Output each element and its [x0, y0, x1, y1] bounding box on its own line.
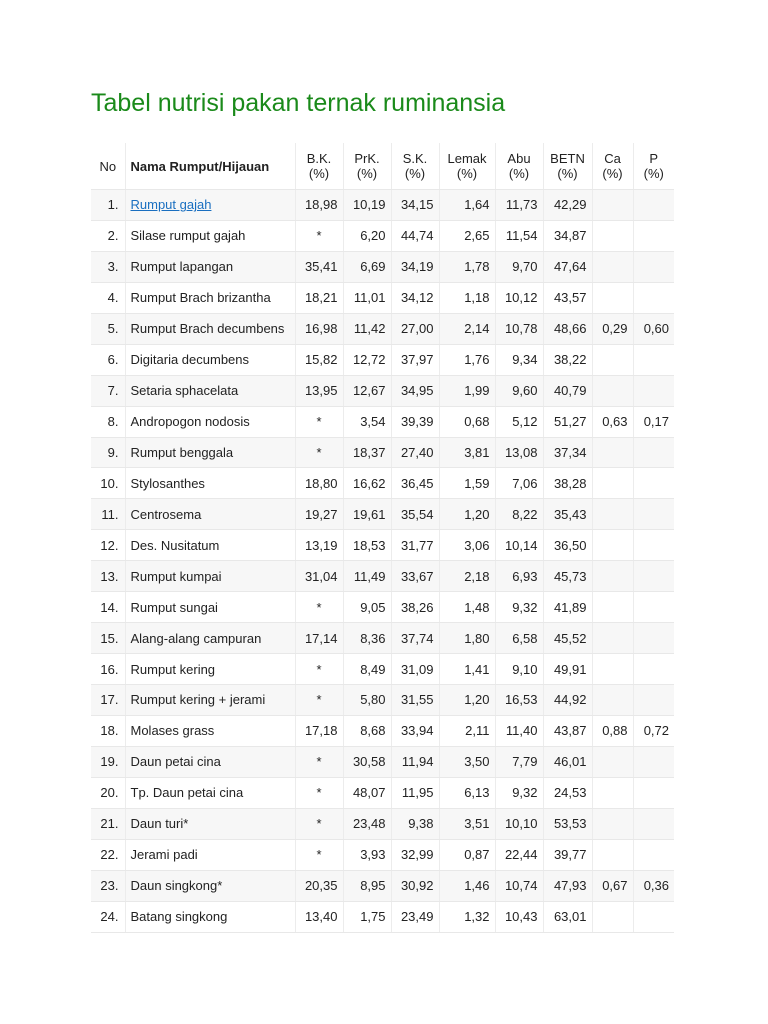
col-header-no [91, 143, 125, 190]
value-cell-sk: 31,55 [391, 685, 439, 716]
value-cell-betn: 47,64 [543, 251, 592, 282]
value-cell-bk: * [295, 685, 343, 716]
value-cell-prk: 8,95 [343, 870, 391, 901]
header-label: Lemak [447, 151, 487, 166]
table-row [91, 344, 674, 375]
value-cell-lemak: 3,51 [439, 808, 495, 839]
value-cell-sk: 27,40 [391, 437, 439, 468]
table-row [91, 839, 674, 870]
value-cell-prk: 9,05 [343, 592, 391, 623]
feed-name-link[interactable]: Rumput gajah [130, 197, 212, 213]
value-cell-prk: 11,49 [343, 561, 391, 592]
value-cell-p [633, 561, 674, 592]
feed-name-cell: Rumput kering + jerami [125, 685, 295, 716]
value-cell-prk: 12,67 [343, 375, 391, 406]
col-header-sk [391, 143, 439, 190]
value-cell-betn: 45,73 [543, 561, 592, 592]
value-cell-bk: 19,27 [295, 499, 343, 530]
value-cell-bk: * [295, 777, 343, 808]
row-number: 4. [91, 282, 125, 313]
value-cell-sk: 44,74 [391, 220, 439, 251]
value-cell-bk: 13,95 [295, 375, 343, 406]
value-cell-abu: 10,78 [495, 313, 543, 344]
table-row [91, 251, 674, 282]
nutrition-table [91, 143, 674, 933]
value-cell-p: 0,72 [633, 715, 674, 746]
value-cell-ca [592, 437, 633, 468]
header-label: No [99, 158, 117, 174]
value-cell-lemak: 1,46 [439, 870, 495, 901]
feed-name-cell: Stylosanthes [125, 468, 295, 499]
row-number: 7. [91, 375, 125, 406]
value-cell-lemak: 1,99 [439, 375, 495, 406]
feed-name-cell: Molases grass [125, 715, 295, 746]
value-cell-prk: 11,01 [343, 282, 391, 313]
row-number: 21. [91, 808, 125, 839]
value-cell-betn: 43,87 [543, 715, 592, 746]
value-cell-p [633, 375, 674, 406]
value-cell-p [633, 777, 674, 808]
value-cell-p [633, 901, 674, 932]
value-cell-lemak: 2,11 [439, 715, 495, 746]
row-number: 5. [91, 313, 125, 344]
value-cell-prk: 16,62 [343, 468, 391, 499]
value-cell-ca [592, 839, 633, 870]
value-cell-sk: 33,67 [391, 561, 439, 592]
row-number: 2. [91, 220, 125, 251]
value-cell-abu: 16,53 [495, 685, 543, 716]
value-cell-prk: 6,69 [343, 251, 391, 282]
value-cell-lemak: 3,81 [439, 437, 495, 468]
feed-name-cell: Centrosema [125, 499, 295, 530]
row-number: 9. [91, 437, 125, 468]
value-cell-lemak: 0,68 [439, 406, 495, 437]
value-cell-sk: 34,15 [391, 190, 439, 221]
value-cell-p [633, 251, 674, 282]
col-header-lemak [439, 143, 495, 190]
row-number: 17. [91, 685, 125, 716]
col-header-name [125, 143, 295, 190]
value-cell-lemak: 1,59 [439, 468, 495, 499]
value-cell-betn: 39,77 [543, 839, 592, 870]
header-unit: (%) [602, 166, 623, 181]
row-number: 18. [91, 715, 125, 746]
row-number: 16. [91, 654, 125, 685]
col-header-p [633, 143, 674, 190]
value-cell-sk: 31,09 [391, 654, 439, 685]
value-cell-bk: 13,19 [295, 530, 343, 561]
value-cell-ca [592, 685, 633, 716]
value-cell-prk: 18,37 [343, 437, 391, 468]
value-cell-ca [592, 344, 633, 375]
col-header-abu [495, 143, 543, 190]
value-cell-betn: 35,43 [543, 499, 592, 530]
header-label: S.K. [402, 151, 428, 166]
value-cell-bk: 18,98 [295, 190, 343, 221]
value-cell-prk: 3,93 [343, 839, 391, 870]
value-cell-sk: 11,95 [391, 777, 439, 808]
value-cell-sk: 32,99 [391, 839, 439, 870]
value-cell-bk: 35,41 [295, 251, 343, 282]
value-cell-ca: 0,29 [592, 313, 633, 344]
value-cell-lemak: 1,41 [439, 654, 495, 685]
value-cell-ca [592, 220, 633, 251]
feed-name-cell: Daun singkong* [125, 870, 295, 901]
value-cell-bk: * [295, 808, 343, 839]
value-cell-betn: 47,93 [543, 870, 592, 901]
value-cell-prk: 30,58 [343, 746, 391, 777]
row-number: 13. [91, 561, 125, 592]
feed-name-cell: Setaria sphacelata [125, 375, 295, 406]
header-label: Ca [604, 151, 621, 166]
value-cell-sk: 33,94 [391, 715, 439, 746]
value-cell-ca [592, 468, 633, 499]
value-cell-sk: 34,19 [391, 251, 439, 282]
feed-name-cell: Rumput Brach decumbens [125, 313, 295, 344]
row-number: 12. [91, 530, 125, 561]
table-row [91, 685, 674, 716]
value-cell-prk: 18,53 [343, 530, 391, 561]
value-cell-abu: 6,58 [495, 623, 543, 654]
value-cell-bk: * [295, 592, 343, 623]
value-cell-ca [592, 251, 633, 282]
value-cell-p [633, 220, 674, 251]
value-cell-abu: 10,12 [495, 282, 543, 313]
value-cell-betn: 43,57 [543, 282, 592, 313]
value-cell-ca [592, 499, 633, 530]
value-cell-abu: 5,12 [495, 406, 543, 437]
value-cell-betn: 49,91 [543, 654, 592, 685]
feed-name-cell: Rumput benggala [125, 437, 295, 468]
value-cell-p [633, 808, 674, 839]
value-cell-sk: 27,00 [391, 313, 439, 344]
value-cell-abu: 22,44 [495, 839, 543, 870]
value-cell-lemak: 1,18 [439, 282, 495, 313]
value-cell-bk: * [295, 839, 343, 870]
feed-name-cell [125, 190, 295, 221]
feed-name-cell: Rumput sungai [125, 592, 295, 623]
value-cell-ca [592, 592, 633, 623]
value-cell-betn: 63,01 [543, 901, 592, 932]
value-cell-abu: 7,06 [495, 468, 543, 499]
row-number: 20. [91, 777, 125, 808]
value-cell-abu: 10,14 [495, 530, 543, 561]
value-cell-lemak: 1,64 [439, 190, 495, 221]
value-cell-bk: * [295, 437, 343, 468]
row-number: 6. [91, 344, 125, 375]
header-unit: (%) [557, 166, 578, 181]
value-cell-ca [592, 901, 633, 932]
table-row [91, 406, 674, 437]
header-label: P [649, 151, 659, 166]
value-cell-sk: 9,38 [391, 808, 439, 839]
value-cell-sk: 39,39 [391, 406, 439, 437]
col-header-betn [543, 143, 592, 190]
value-cell-ca [592, 623, 633, 654]
row-number: 22. [91, 839, 125, 870]
feed-name-cell: Daun petai cina [125, 746, 295, 777]
feed-name-cell: Daun turi* [125, 808, 295, 839]
value-cell-p: 0,36 [633, 870, 674, 901]
col-header-prk [343, 143, 391, 190]
value-cell-abu: 13,08 [495, 437, 543, 468]
value-cell-ca [592, 282, 633, 313]
value-cell-betn: 37,34 [543, 437, 592, 468]
value-cell-ca: 0,67 [592, 870, 633, 901]
value-cell-betn: 38,28 [543, 468, 592, 499]
table-row [91, 282, 674, 313]
table-row [91, 715, 674, 746]
value-cell-ca [592, 777, 633, 808]
feed-name-cell: Alang-alang campuran [125, 623, 295, 654]
value-cell-sk: 34,12 [391, 282, 439, 313]
value-cell-ca [592, 375, 633, 406]
value-cell-lemak: 2,14 [439, 313, 495, 344]
value-cell-sk: 34,95 [391, 375, 439, 406]
row-number: 1. [91, 190, 125, 221]
value-cell-sk: 31,77 [391, 530, 439, 561]
table-row [91, 592, 674, 623]
value-cell-prk: 23,48 [343, 808, 391, 839]
value-cell-prk: 12,72 [343, 344, 391, 375]
value-cell-abu: 9,70 [495, 251, 543, 282]
value-cell-sk: 35,54 [391, 499, 439, 530]
value-cell-bk: 31,04 [295, 561, 343, 592]
value-cell-abu: 10,10 [495, 808, 543, 839]
value-cell-bk: 13,40 [295, 901, 343, 932]
value-cell-p: 0,17 [633, 406, 674, 437]
value-cell-abu: 6,93 [495, 561, 543, 592]
value-cell-sk: 37,74 [391, 623, 439, 654]
value-cell-p [633, 468, 674, 499]
header-label: Abu [507, 151, 531, 166]
value-cell-p [633, 654, 674, 685]
value-cell-betn: 34,87 [543, 220, 592, 251]
value-cell-betn: 36,50 [543, 530, 592, 561]
value-cell-abu: 10,43 [495, 901, 543, 932]
value-cell-prk: 8,68 [343, 715, 391, 746]
value-cell-lemak: 1,76 [439, 344, 495, 375]
value-cell-betn: 38,22 [543, 344, 592, 375]
row-number: 10. [91, 468, 125, 499]
value-cell-prk: 10,19 [343, 190, 391, 221]
header-label: Nama Rumput/Hijauan [130, 158, 270, 174]
value-cell-prk: 48,07 [343, 777, 391, 808]
value-cell-ca [592, 808, 633, 839]
value-cell-p [633, 282, 674, 313]
header-unit: (%) [404, 166, 426, 181]
value-cell-p [633, 344, 674, 375]
header-unit: (%) [308, 166, 330, 181]
value-cell-abu: 11,40 [495, 715, 543, 746]
value-cell-lemak: 1,78 [439, 251, 495, 282]
feed-name-cell: Rumput kering [125, 654, 295, 685]
value-cell-p [633, 592, 674, 623]
value-cell-ca: 0,63 [592, 406, 633, 437]
value-cell-p [633, 685, 674, 716]
value-cell-p [633, 746, 674, 777]
feed-name-cell: Rumput kumpai [125, 561, 295, 592]
table-row [91, 561, 674, 592]
feed-name-cell: Tp. Daun petai cina [125, 777, 295, 808]
value-cell-bk: * [295, 220, 343, 251]
table-row [91, 654, 674, 685]
value-cell-betn: 41,89 [543, 592, 592, 623]
value-cell-betn: 51,27 [543, 406, 592, 437]
value-cell-prk: 3,54 [343, 406, 391, 437]
table-header-row [91, 143, 674, 190]
value-cell-abu: 9,34 [495, 344, 543, 375]
value-cell-sk: 37,97 [391, 344, 439, 375]
table-row [91, 468, 674, 499]
row-number: 3. [91, 251, 125, 282]
feed-name-cell: Digitaria decumbens [125, 344, 295, 375]
table-row [91, 313, 674, 344]
value-cell-abu: 9,32 [495, 592, 543, 623]
feed-name-cell: Andropogon nodosis [125, 406, 295, 437]
value-cell-abu: 9,32 [495, 777, 543, 808]
table-body [91, 190, 674, 933]
table-row [91, 870, 674, 901]
value-cell-p [633, 437, 674, 468]
header-label: B.K. [306, 151, 332, 166]
value-cell-abu: 11,54 [495, 220, 543, 251]
value-cell-abu: 11,73 [495, 190, 543, 221]
table-row [91, 623, 674, 654]
value-cell-bk: 18,21 [295, 282, 343, 313]
value-cell-prk: 6,20 [343, 220, 391, 251]
value-cell-ca [592, 746, 633, 777]
value-cell-ca [592, 654, 633, 685]
value-cell-prk: 1,75 [343, 901, 391, 932]
table-row [91, 777, 674, 808]
value-cell-abu: 8,22 [495, 499, 543, 530]
value-cell-prk: 8,49 [343, 654, 391, 685]
value-cell-bk: 20,35 [295, 870, 343, 901]
value-cell-bk: 15,82 [295, 344, 343, 375]
value-cell-bk: 16,98 [295, 313, 343, 344]
row-number: 11. [91, 499, 125, 530]
row-number: 8. [91, 406, 125, 437]
value-cell-bk: 18,80 [295, 468, 343, 499]
feed-name-cell: Batang singkong [125, 901, 295, 932]
value-cell-prk: 8,36 [343, 623, 391, 654]
value-cell-lemak: 3,06 [439, 530, 495, 561]
value-cell-sk: 36,45 [391, 468, 439, 499]
page-title: Tabel nutrisi pakan ternak ruminansia [91, 89, 506, 117]
header-label: BETN [550, 151, 585, 166]
value-cell-betn: 24,53 [543, 777, 592, 808]
value-cell-bk: 17,18 [295, 715, 343, 746]
value-cell-betn: 53,53 [543, 808, 592, 839]
table-row [91, 220, 674, 251]
value-cell-betn: 40,79 [543, 375, 592, 406]
row-number: 19. [91, 746, 125, 777]
value-cell-betn: 44,92 [543, 685, 592, 716]
value-cell-lemak: 1,80 [439, 623, 495, 654]
value-cell-betn: 45,52 [543, 623, 592, 654]
header-unit: (%) [643, 166, 664, 181]
value-cell-lemak: 0,87 [439, 839, 495, 870]
value-cell-betn: 46,01 [543, 746, 592, 777]
header-unit: (%) [456, 166, 478, 181]
value-cell-ca [592, 530, 633, 561]
value-cell-lemak: 1,20 [439, 499, 495, 530]
row-number: 23. [91, 870, 125, 901]
table-row [91, 499, 674, 530]
value-cell-abu: 10,74 [495, 870, 543, 901]
value-cell-lemak: 2,65 [439, 220, 495, 251]
value-cell-lemak: 2,18 [439, 561, 495, 592]
value-cell-prk: 11,42 [343, 313, 391, 344]
value-cell-abu: 9,60 [495, 375, 543, 406]
table-row [91, 437, 674, 468]
value-cell-sk: 30,92 [391, 870, 439, 901]
value-cell-lemak: 6,13 [439, 777, 495, 808]
value-cell-betn: 48,66 [543, 313, 592, 344]
header-unit: (%) [356, 166, 378, 181]
table-row [91, 808, 674, 839]
feed-name-cell: Jerami padi [125, 839, 295, 870]
value-cell-p: 0,60 [633, 313, 674, 344]
table-row [91, 746, 674, 777]
value-cell-sk: 38,26 [391, 592, 439, 623]
value-cell-lemak: 1,48 [439, 592, 495, 623]
value-cell-p [633, 190, 674, 221]
value-cell-bk: * [295, 654, 343, 685]
value-cell-lemak: 1,32 [439, 901, 495, 932]
header-label: PrK. [354, 151, 380, 166]
value-cell-bk: * [295, 406, 343, 437]
value-cell-ca [592, 561, 633, 592]
table-row [91, 530, 674, 561]
row-number: 15. [91, 623, 125, 654]
header-unit: (%) [508, 166, 530, 181]
value-cell-ca: 0,88 [592, 715, 633, 746]
value-cell-ca [592, 190, 633, 221]
row-number: 14. [91, 592, 125, 623]
feed-name-cell: Silase rumput gajah [125, 220, 295, 251]
table-row [91, 190, 674, 221]
value-cell-lemak: 1,20 [439, 685, 495, 716]
value-cell-sk: 11,94 [391, 746, 439, 777]
value-cell-sk: 23,49 [391, 901, 439, 932]
value-cell-p [633, 530, 674, 561]
value-cell-lemak: 3,50 [439, 746, 495, 777]
table-row [91, 901, 674, 932]
value-cell-abu: 9,10 [495, 654, 543, 685]
value-cell-prk: 5,80 [343, 685, 391, 716]
value-cell-prk: 19,61 [343, 499, 391, 530]
value-cell-p [633, 623, 674, 654]
value-cell-betn: 42,29 [543, 190, 592, 221]
row-number: 24. [91, 901, 125, 932]
table-row [91, 375, 674, 406]
feed-name-cell: Rumput Brach brizantha [125, 282, 295, 313]
feed-name-cell: Rumput lapangan [125, 251, 295, 282]
value-cell-abu: 7,79 [495, 746, 543, 777]
value-cell-p [633, 839, 674, 870]
value-cell-bk: 17,14 [295, 623, 343, 654]
col-header-bk [295, 143, 343, 190]
value-cell-bk: * [295, 746, 343, 777]
col-header-ca [592, 143, 633, 190]
value-cell-p [633, 499, 674, 530]
feed-name-cell: Des. Nusitatum [125, 530, 295, 561]
